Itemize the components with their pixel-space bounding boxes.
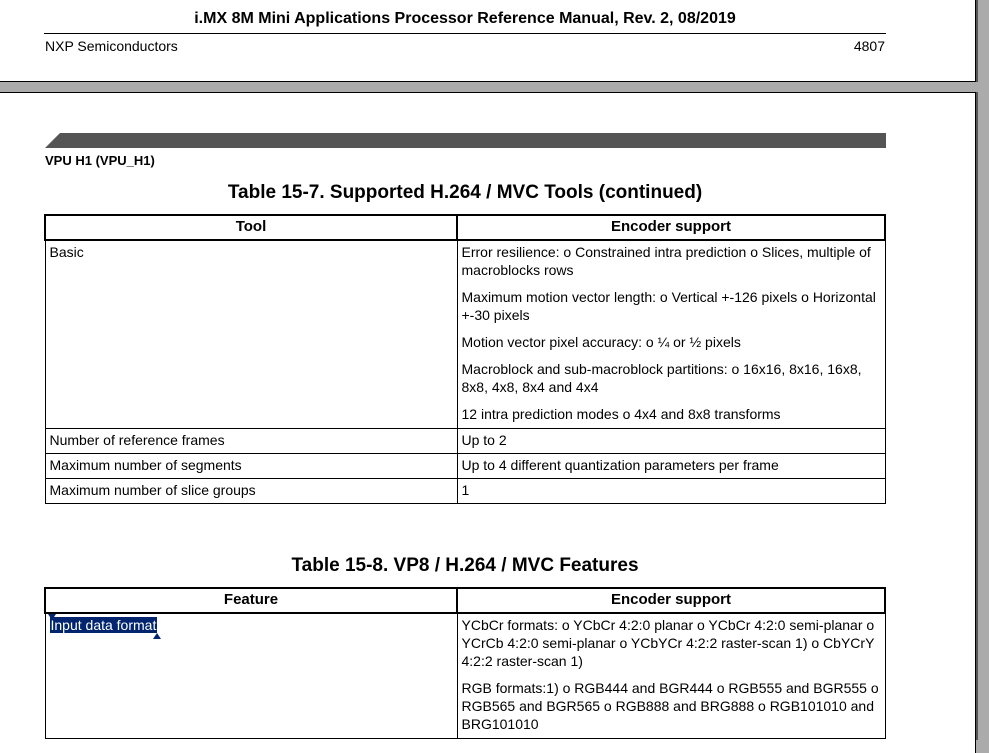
row-value [457, 240, 885, 429]
selection-end-handle[interactable] [153, 633, 161, 639]
value-line: Macroblock and sub-macroblock partitions: o 16x16, 8x16, 16x8, 8x8, 4x8, 8x4 and 4x4 [461, 361, 862, 395]
publisher-name: NXP Semiconductors [45, 38, 178, 54]
page-number: 4807 [853, 38, 885, 54]
table-row [45, 454, 885, 479]
column-header-feature: Feature [45, 588, 457, 613]
value-line: RGB formats:1) o RGB444 and BGR444 o RGB555 and BGR555 o RGB565 and BGR565 o RGB888 and BRG888 o RGB101010 and BRG101010 [461, 680, 879, 732]
page-shadow [976, 92, 978, 740]
selection-start-handle[interactable] [48, 614, 56, 620]
table-row [45, 613, 885, 739]
column-header-tool: Tool [45, 215, 457, 240]
current-page[interactable] [0, 92, 976, 753]
section-band [45, 133, 886, 148]
row-label: Basic [45, 240, 457, 429]
table-15-8 [44, 587, 886, 739]
page-shadow [976, 0, 978, 82]
row-value: Up to 4 different quantization parameters per frame [457, 454, 885, 479]
selected-text[interactable]: Input data format [50, 617, 158, 633]
previous-page [0, 0, 976, 82]
row-label: Maximum number of segments [45, 454, 457, 479]
row-value: 1 [457, 479, 885, 504]
value-line: 12 intra prediction modes o 4x4 and 8x8 transforms [461, 406, 781, 422]
table-15-7-caption: Table 15-7. Supported H.264 / MVC Tools (continued) [227, 182, 703, 203]
table-header-row [45, 215, 885, 240]
row-value [457, 613, 885, 739]
value-line: YCbCr formats: o YCbCr 4:2:0 planar o YCbCr 4:2:0 semi-planar o YCrCb 4:2:0 semi-planar o YCbYCr 4:2:2 raster-scan 1) o CbYCrY 4:2:2 raster-scan 1) [461, 617, 875, 669]
column-header-encoder-support: Encoder support [457, 215, 885, 240]
row-label: Maximum number of slice groups [45, 479, 457, 504]
document-title: i.MX 8M Mini Applications Processor Reference Manual, Rev. 2, 08/2019 [194, 10, 736, 27]
table-row [45, 240, 885, 429]
row-label [45, 613, 457, 739]
row-value: Up to 2 [457, 429, 885, 454]
row-label: Number of reference frames [45, 429, 457, 454]
header-rule [44, 33, 886, 34]
value-line: Motion vector pixel accuracy: o ¼ or ½ pixels [461, 334, 741, 350]
value-line: Error resilience: o Constrained intra prediction o Slices, multiple of macroblocks rows [461, 244, 871, 278]
table-15-8-caption: Table 15-8. VP8 / H.264 / MVC Features [291, 555, 639, 576]
table-15-7 [44, 214, 886, 504]
column-header-encoder-support: Encoder support [457, 588, 885, 613]
value-line: Maximum motion vector length: o Vertical +-126 pixels o Horizontal +-30 pixels [461, 289, 876, 323]
section-label: VPU H1 (VPU_H1) [45, 153, 155, 168]
table-row [45, 479, 885, 504]
table-header-row [45, 588, 885, 613]
table-row [45, 429, 885, 454]
